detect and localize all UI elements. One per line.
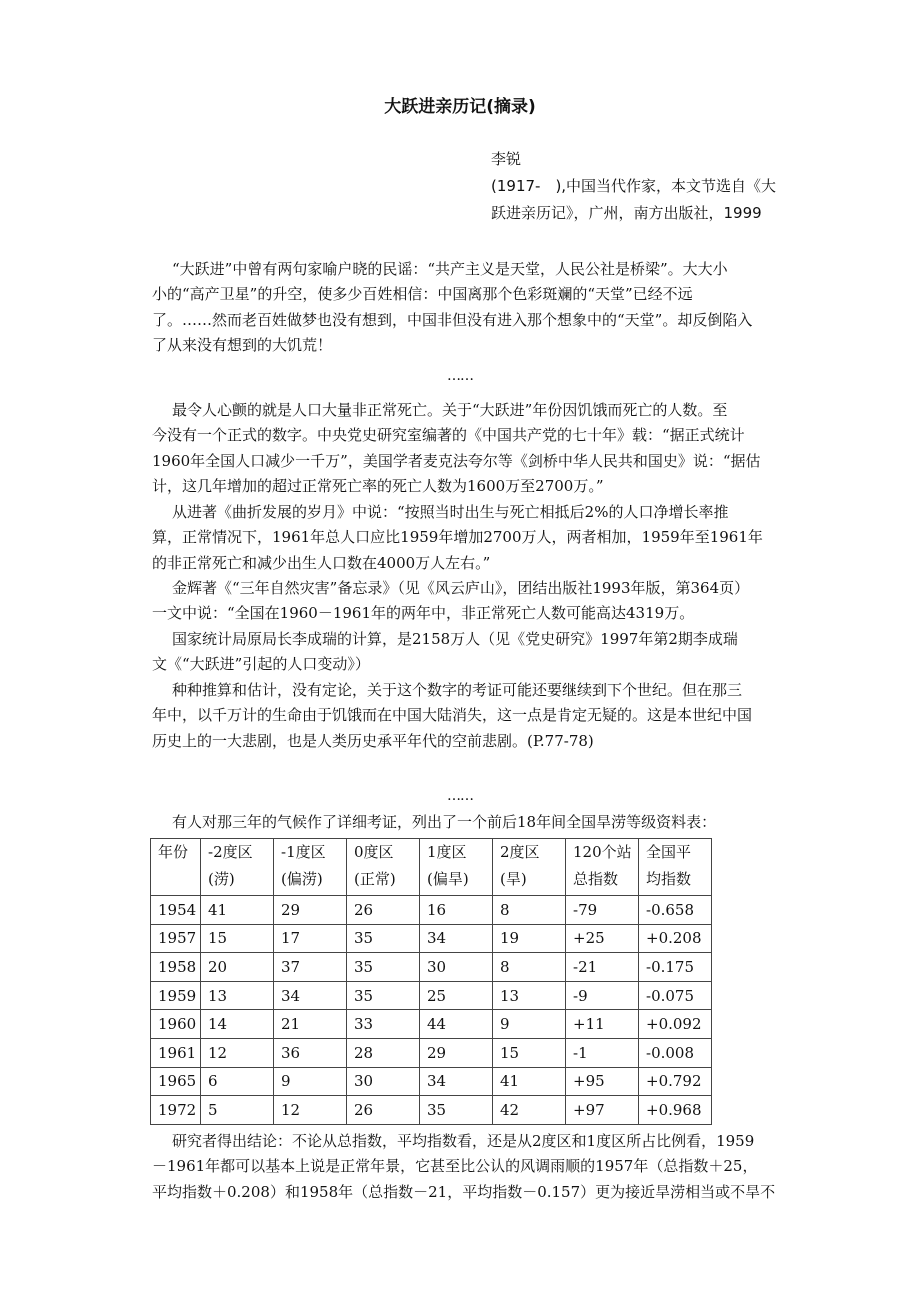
column-header-line: 均指数	[646, 870, 692, 888]
column-header-line: 年份	[158, 843, 189, 861]
ellipsis-separator: ……	[447, 788, 473, 804]
column-header-line: 0度区	[354, 843, 394, 861]
text-line: 最令人心颤的就是人口大量非正常死亡。关于“大跃进”年份因饥饿而死亡的人数。至	[172, 401, 728, 419]
drought-flood-table	[150, 838, 712, 1125]
table-cell: 26	[347, 896, 420, 925]
column-header-line: 2度区	[500, 843, 540, 861]
table-cell: 1961	[151, 1038, 201, 1067]
text-line: 了。……然而老百姓做梦也没有想到，中国非但没有进入那个想象中的“天堂”。却反倒陷入	[152, 310, 753, 329]
table-row	[151, 981, 712, 1010]
table-cell: 6	[201, 1067, 274, 1096]
table-cell: -0.008	[639, 1038, 712, 1067]
table-cell: 15	[201, 924, 274, 953]
text-line: 文《“大跃进”引起的人口变动》）	[152, 655, 370, 674]
table-row	[151, 1010, 712, 1039]
table-cell: 26	[347, 1096, 420, 1125]
column-header-line: (旱)	[500, 870, 527, 888]
author-name: 李锐	[491, 150, 522, 168]
table-cell: 30	[347, 1067, 420, 1096]
column-header	[420, 839, 493, 896]
text-line: 从进著《曲折发展的岁月》中说：“按照当时出生与死亡相抵后2%的人口净增长率推	[172, 503, 729, 521]
table-cell: 1959	[151, 981, 201, 1010]
text-line: 平均指数＋0.208）和1958年（总指数－21，平均指数－0.157）更为接近旱涝相当或不旱不	[152, 1182, 776, 1201]
document-title: 大跃进亲历记(摘录)	[384, 97, 536, 117]
author-info	[491, 146, 791, 227]
table-row	[151, 924, 712, 953]
text-line: 研究者得出结论：不论从总指数，平均指数看，还是从2度区和1度区所占比例看，1959	[172, 1132, 755, 1150]
table-cell: 44	[420, 1010, 493, 1039]
text-line: 小的“高产卫星”的升空，使多少百姓相信：中国离那个色彩斑斓的“天堂”已经不远	[152, 285, 693, 304]
table-cell: 9	[493, 1010, 566, 1039]
table-cell: 17	[274, 924, 347, 953]
text-line: 算，正常情况下，1961年总人口应比1959年增加2700万人，两者相加，1959年至1961年	[152, 528, 763, 547]
table-cell: 20	[201, 953, 274, 982]
table-cell: 13	[493, 981, 566, 1010]
table-cell: 8	[493, 953, 566, 982]
paragraph-5	[152, 627, 792, 678]
table-cell: 14	[201, 1010, 274, 1039]
table-cell: 9	[274, 1067, 347, 1096]
table-cell: 29	[274, 896, 347, 925]
column-header-line: -1度区	[281, 843, 326, 861]
author-bio-line: 跃进亲历记》，广州，南方出版社，1999	[491, 204, 762, 222]
table-cell: -9	[566, 981, 639, 1010]
table-cell: 21	[274, 1010, 347, 1039]
table-cell: 30	[420, 953, 493, 982]
table-cell: 12	[201, 1038, 274, 1067]
table-cell: -21	[566, 953, 639, 982]
table-cell: 29	[420, 1038, 493, 1067]
text-line: 1960年全国人口减少一千万”，美国学者麦克法夸尔等《剑桥中华人民共和国史》说：“据估	[152, 451, 761, 470]
text-line: 一文中说：“全国在1960－1961年的两年中，非正常死亡人数可能高达4319万。	[152, 604, 695, 623]
column-header	[347, 839, 420, 896]
table-cell: 34	[274, 981, 347, 1010]
column-header-line: 总指数	[573, 870, 619, 888]
paragraph-6	[152, 678, 792, 754]
table-cell: -0.175	[639, 953, 712, 982]
ellipsis-separator: ……	[447, 368, 473, 384]
table-cell: 1958	[151, 953, 201, 982]
table-cell: 36	[274, 1038, 347, 1067]
table-row	[151, 1096, 712, 1125]
table-cell: 1954	[151, 896, 201, 925]
table-cell: 1972	[151, 1096, 201, 1125]
table-cell: 41	[493, 1067, 566, 1096]
paragraph-4	[152, 576, 792, 627]
table-cell: 8	[493, 896, 566, 925]
table-cell: +0.208	[639, 924, 712, 953]
column-header-line: (正常)	[354, 870, 396, 888]
table-cell: +0.792	[639, 1067, 712, 1096]
table-cell: 35	[347, 981, 420, 1010]
table-cell: 25	[420, 981, 493, 1010]
column-header-line: 120个站	[573, 843, 632, 861]
table-cell: 1960	[151, 1010, 201, 1039]
table-cell: 35	[347, 924, 420, 953]
table-cell: 5	[201, 1096, 274, 1125]
text-line: 计，这几年增加的超过正常死亡率的死亡人数为1600万至2700万。”	[152, 477, 604, 496]
table-cell: -0.658	[639, 896, 712, 925]
table-row	[151, 953, 712, 982]
table-cell: 34	[420, 924, 493, 953]
table-cell: 35	[420, 1096, 493, 1125]
paragraph-1	[152, 257, 792, 359]
table-cell: +11	[566, 1010, 639, 1039]
table-body	[151, 896, 712, 1125]
text-line: “大跃进”中曾有两句家喻户晓的民谣：“共产主义是天堂，人民公社是桥梁”。大大小	[172, 260, 728, 278]
column-header	[493, 839, 566, 896]
author-bio-line: (1917- ),中国当代作家，本文节选自《大	[491, 177, 777, 195]
table-cell: +0.968	[639, 1096, 712, 1125]
table-cell: 19	[493, 924, 566, 953]
column-header	[566, 839, 639, 896]
table-cell: 12	[274, 1096, 347, 1125]
table-intro	[152, 810, 792, 835]
table-cell: 28	[347, 1038, 420, 1067]
table-intro-text: 有人对那三年的气候作了详细考证，列出了一个前后18年间全国旱涝等级资料表：	[172, 813, 717, 831]
column-header	[201, 839, 274, 896]
column-header-line: 全国平	[646, 843, 692, 861]
text-line: －1961年都可以基本上说是正常年景，它甚至比公认的风调雨顺的1957年（总指数＋25，	[152, 1157, 758, 1176]
column-header-line: (偏旱)	[427, 870, 469, 888]
column-header-line: (涝)	[208, 870, 235, 888]
table-cell: 42	[493, 1096, 566, 1125]
table-row	[151, 1038, 712, 1067]
table-cell: 33	[347, 1010, 420, 1039]
table-cell: -0.075	[639, 981, 712, 1010]
table-cell: 34	[420, 1067, 493, 1096]
table-cell: +25	[566, 924, 639, 953]
table-cell: 15	[493, 1038, 566, 1067]
column-header-line: -2度区	[208, 843, 253, 861]
table-cell: +97	[566, 1096, 639, 1125]
text-line: 的非正常死亡和减少出生人口数在4000万人左右。”	[152, 553, 491, 572]
table-row	[151, 896, 712, 925]
paragraph-2	[152, 398, 792, 500]
text-line: 国家统计局原局长李成瑞的计算，是2158万人（见《党史研究》1997年第2期李成瑞	[172, 630, 738, 648]
text-line: 了从来没有想到的大饥荒！	[152, 336, 333, 355]
text-line: 今没有一个正式的数字。中央党史研究室编著的《中国共产党的七十年》载：“据正式统计	[152, 426, 745, 445]
table-cell: 13	[201, 981, 274, 1010]
paragraph-3	[152, 500, 792, 576]
column-header-line: (偏涝)	[281, 870, 323, 888]
table-cell: 37	[274, 953, 347, 982]
table-cell: +0.092	[639, 1010, 712, 1039]
column-header-line: 1度区	[427, 843, 467, 861]
column-header	[639, 839, 712, 896]
table-cell: +95	[566, 1067, 639, 1096]
column-header	[151, 839, 201, 896]
table-cell: 16	[420, 896, 493, 925]
text-line: 年中，以千万计的生命由于饥饿而在中国大陆消失，这一点是肯定无疑的。这是本世纪中国	[152, 706, 753, 725]
text-line: 金辉著《“三年自然灾害”备忘录》（见《风云庐山》，团结出版社1993年版，第364页）	[172, 579, 750, 597]
paragraph-7	[152, 1129, 792, 1205]
table-cell: -79	[566, 896, 639, 925]
table-header-row	[151, 839, 712, 896]
table-row	[151, 1067, 712, 1096]
table-cell: 35	[347, 953, 420, 982]
column-header	[274, 839, 347, 896]
text-line: 种种推算和估计，没有定论，关于这个数字的考证可能还要继续到下个世纪。但在那三	[172, 681, 743, 699]
table-cell: -1	[566, 1038, 639, 1067]
table-cell: 1957	[151, 924, 201, 953]
table-cell: 41	[201, 896, 274, 925]
table-cell: 1965	[151, 1067, 201, 1096]
text-line: 历史上的一大悲剧，也是人类历史承平年代的空前悲剧。(P.77-78)	[152, 731, 594, 750]
